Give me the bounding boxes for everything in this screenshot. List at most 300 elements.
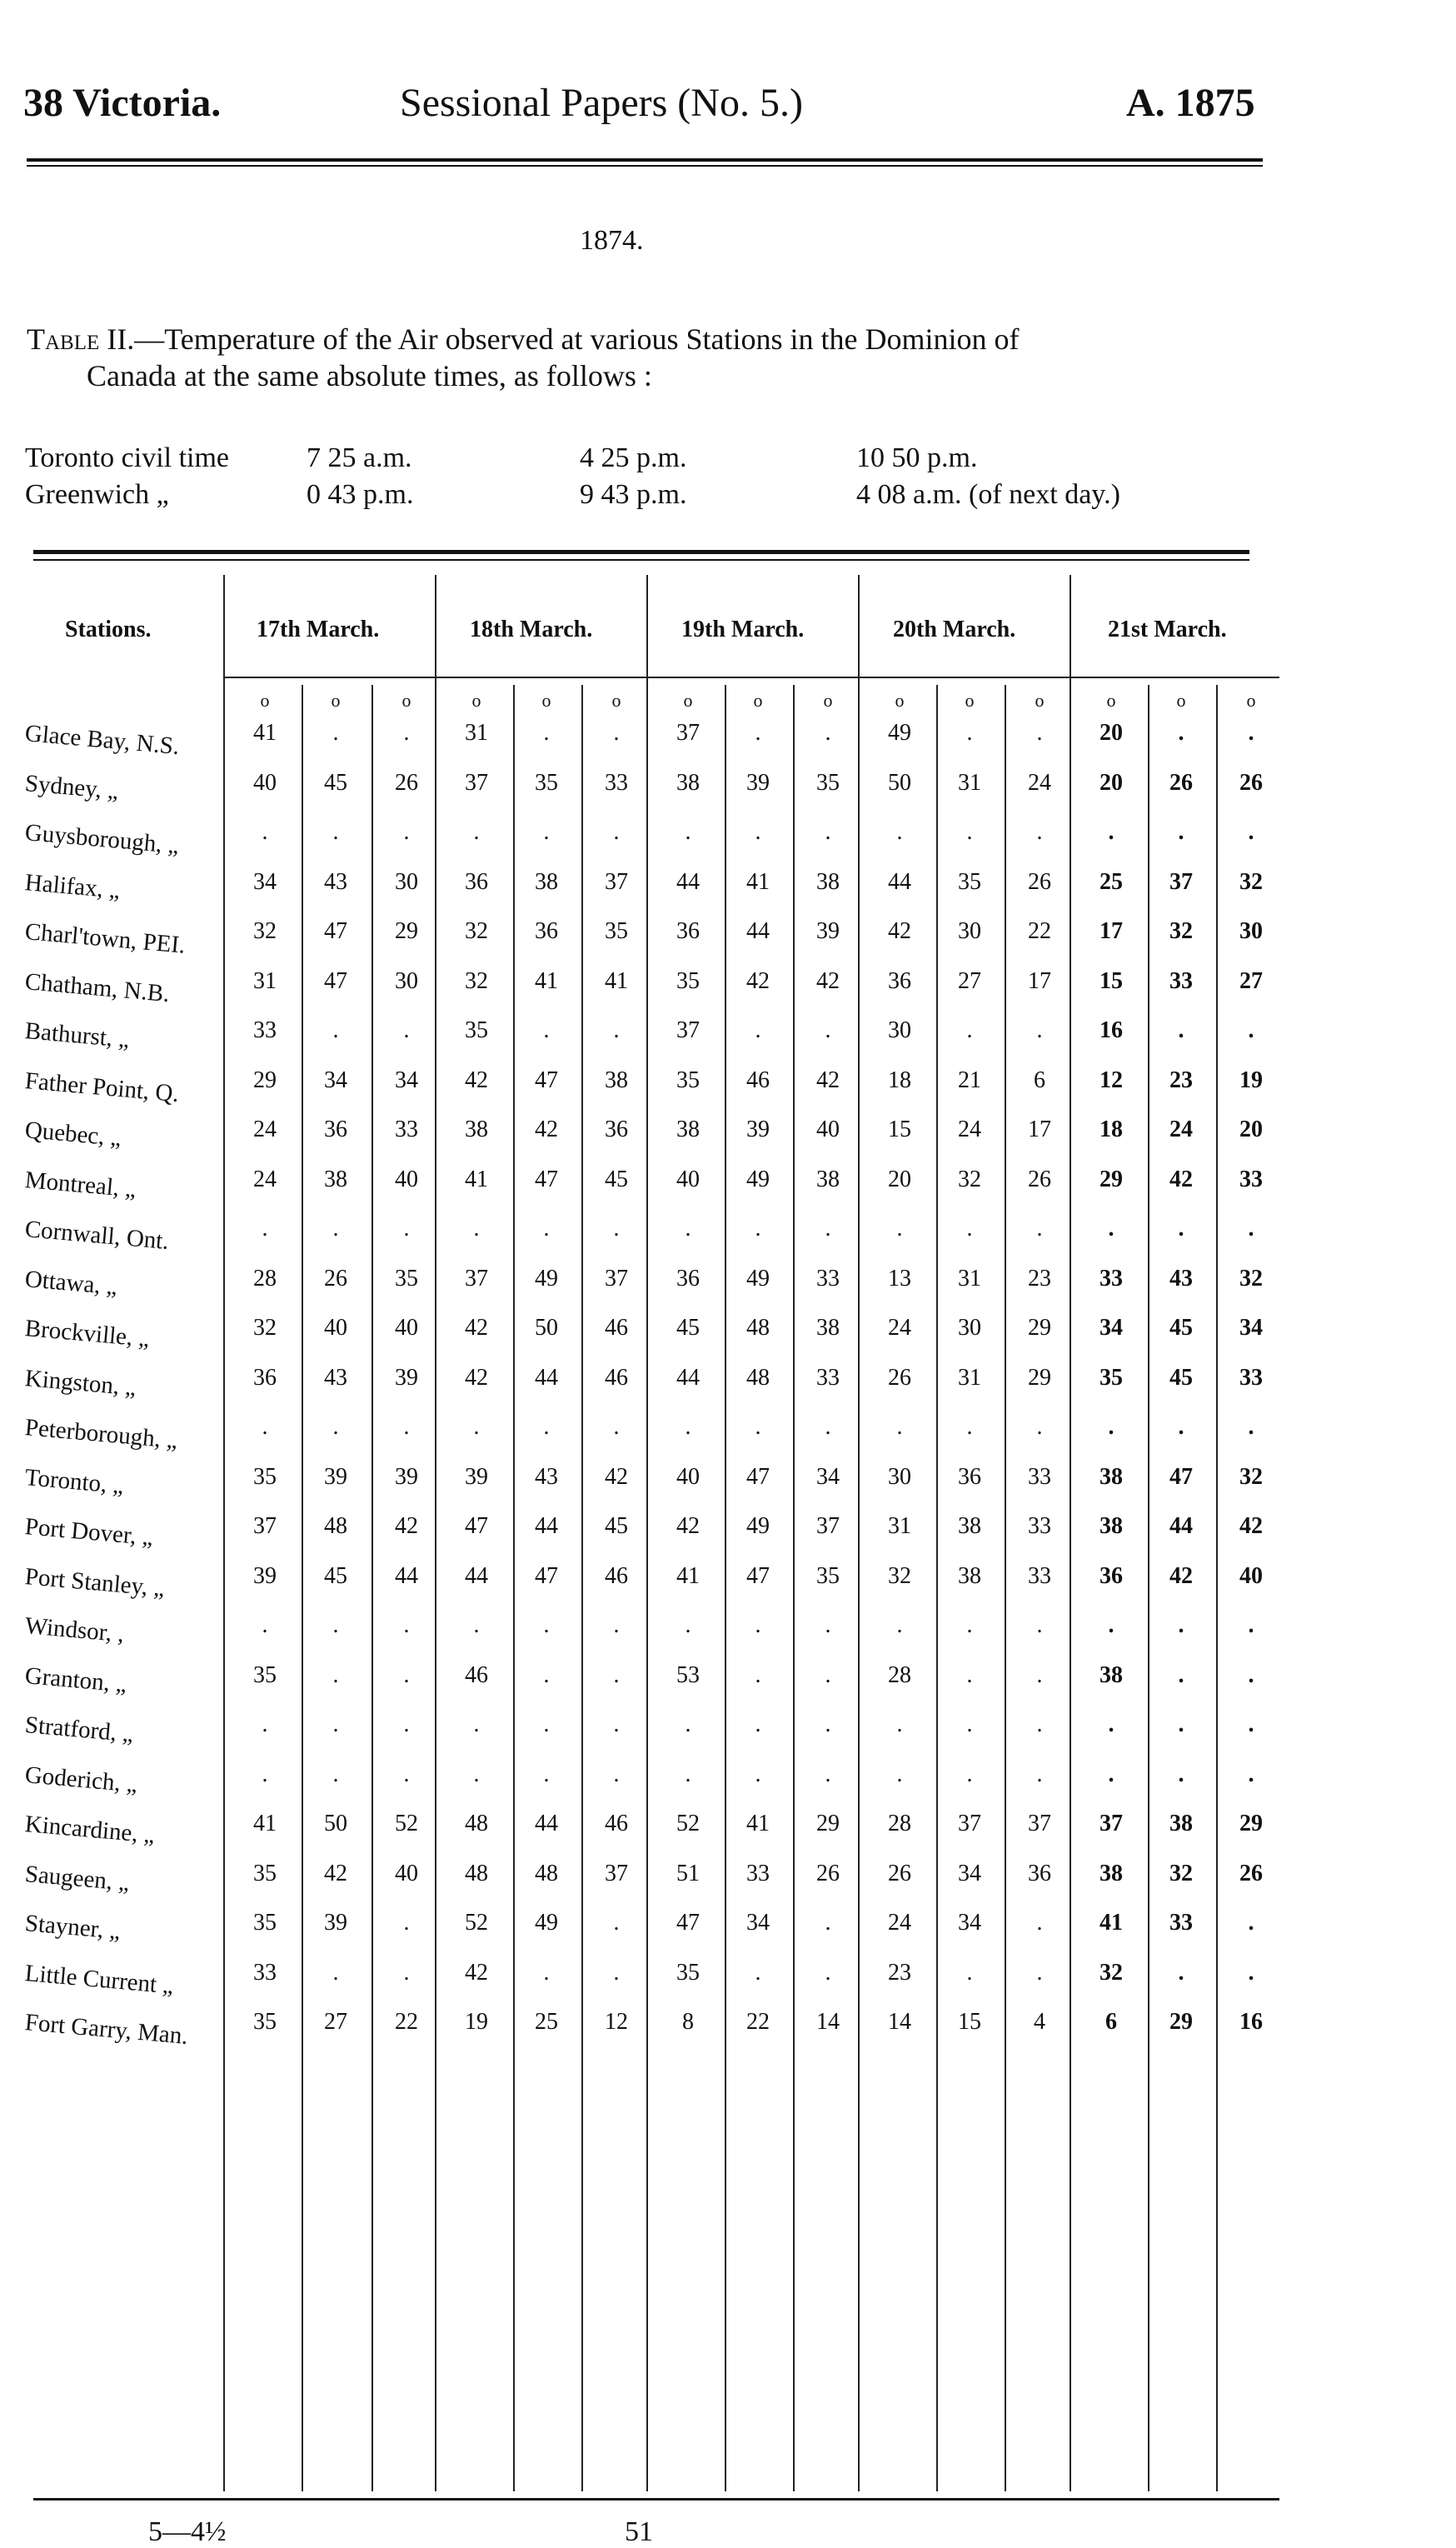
temperature-cell: 40 — [395, 1860, 418, 1886]
temperature-cell: . — [825, 1216, 831, 1242]
station-name: Cornwall, Ont. — [23, 1216, 170, 1256]
table-bottom-rule — [33, 2498, 1279, 2501]
temperature-cell: 29 — [1028, 1364, 1051, 1391]
station-name: Peterborough, „ — [23, 1414, 179, 1454]
temperature-cell: 47 — [676, 1910, 700, 1936]
degree-mark: o — [1246, 690, 1256, 711]
temperature-cell: . — [896, 1761, 903, 1787]
temperature-cell: 43 — [1169, 1265, 1193, 1291]
temperature-cell: . — [473, 1612, 480, 1638]
temperature-cell: . — [613, 1711, 620, 1737]
temperature-cell: 26 — [1239, 1860, 1263, 1886]
temperature-cell: 42 — [1169, 1166, 1193, 1192]
greenwich-time-3: 4 08 a.m. (of next day.) — [856, 479, 1120, 510]
temperature-cell: . — [1248, 1959, 1254, 1986]
temperature-cell: 41 — [676, 1562, 700, 1589]
temperature-cell: 42 — [465, 1315, 488, 1341]
temperature-cell: 24 — [1028, 769, 1051, 796]
temperature-cell: 42 — [816, 1067, 840, 1093]
temperature-cell: 42 — [676, 1513, 700, 1539]
temperature-cell: . — [473, 1414, 480, 1440]
temperature-cell: . — [332, 1661, 339, 1688]
stations-header: Stations. — [65, 617, 152, 642]
temperature-cell: . — [825, 1761, 831, 1787]
temperature-cell: . — [1036, 1910, 1043, 1936]
temperature-cell: . — [613, 1216, 620, 1242]
station-name: Little Current „ — [23, 1959, 175, 2000]
temperature-cell: 27 — [324, 2009, 347, 2035]
temperature-cell: 24 — [888, 1910, 911, 1936]
temperature-cell: . — [613, 1959, 620, 1986]
temperature-cell: 46 — [605, 1562, 628, 1589]
temperature-cell: 35 — [253, 1661, 277, 1688]
station-name: Father Point, Q. — [23, 1067, 181, 1107]
station-name: Fort Garry, Man. — [23, 2009, 189, 2051]
temperature-cell: . — [1108, 1612, 1114, 1638]
temperature-cell: . — [966, 1661, 973, 1688]
header-volume: 38 Victoria. — [23, 81, 222, 125]
temperature-cell: 26 — [1239, 769, 1263, 796]
temperature-cell: . — [966, 1761, 973, 1787]
temperature-cell: . — [1108, 1711, 1114, 1737]
station-name: Chatham, N.B. — [23, 967, 171, 1007]
temperature-cell: 31 — [958, 769, 981, 796]
temperature-cell: . — [1248, 819, 1254, 845]
temperature-cell: . — [755, 1017, 761, 1043]
temperature-cell: . — [755, 819, 761, 845]
temperature-cell: 29 — [1239, 1811, 1263, 1836]
temperature-cell: 42 — [605, 1463, 628, 1490]
temperature-cell: 33 — [253, 1017, 277, 1043]
temperature-cell: 35 — [253, 2009, 277, 2035]
temperature-cell: 35 — [395, 1265, 418, 1291]
table-top-rule — [33, 550, 1249, 554]
temperature-cell: 33 — [1099, 1265, 1123, 1291]
station-name: Bathurst, „ — [23, 1017, 131, 1053]
temperature-cell: 47 — [324, 967, 347, 994]
temperature-cell: 35 — [676, 967, 700, 994]
column-group-divider — [858, 575, 860, 2491]
temperature-cell: 38 — [1169, 1811, 1193, 1836]
temperature-cell: 36 — [958, 1463, 981, 1490]
temperature-cell: . — [685, 1711, 691, 1737]
temperature-cell: 29 — [816, 1811, 840, 1836]
temperature-cell: . — [403, 1612, 410, 1638]
caption-line1: —Temperature of the Air observed at various Stations in the Dominion of — [134, 322, 1020, 356]
degree-mark: o — [965, 690, 975, 711]
temperature-cell: . — [1178, 720, 1184, 746]
temperature-cell: 26 — [1028, 868, 1051, 895]
temperature-cell: . — [1248, 1017, 1254, 1043]
temperature-cell: . — [1248, 1661, 1254, 1688]
temperature-cell: 26 — [888, 1860, 911, 1886]
temperature-cell: . — [332, 1612, 339, 1638]
temperature-cell: . — [966, 1711, 973, 1737]
station-name: Toronto, „ — [23, 1463, 125, 1499]
degree-mark: o — [753, 690, 763, 711]
temperature-cell: . — [1036, 720, 1043, 746]
temperature-cell: 43 — [535, 1463, 558, 1490]
temperature-cell: . — [473, 1216, 480, 1242]
temperature-cell: 29 — [253, 1067, 277, 1093]
temperature-cell: . — [613, 1612, 620, 1638]
temperature-cell: 22 — [746, 2009, 770, 2035]
temperature-cell: . — [403, 1414, 410, 1440]
temperature-cell: 33 — [395, 1117, 418, 1142]
temperature-cell: 36 — [535, 918, 558, 944]
temperature-cell: 28 — [888, 1811, 911, 1836]
temperature-cell: 30 — [395, 868, 418, 895]
degree-mark: o — [895, 690, 905, 711]
temperature-cell: . — [332, 1711, 339, 1737]
temperature-cell: 34 — [253, 868, 277, 895]
temperature-cell: . — [1036, 1661, 1043, 1688]
temperature-cell: . — [613, 1414, 620, 1440]
temperature-cell: 38 — [535, 868, 558, 895]
column-divider — [936, 685, 938, 2491]
report-year: 1874. — [580, 225, 644, 256]
temperature-cell: 47 — [535, 1562, 558, 1589]
temperature-cell: 37 — [676, 720, 700, 746]
temperature-cell: 38 — [958, 1513, 981, 1539]
temperature-cell: 37 — [1028, 1811, 1051, 1836]
temperature-cell: . — [403, 1910, 410, 1936]
station-name: Sydney, „ — [23, 769, 120, 805]
temperature-cell: 6 — [1105, 2009, 1117, 2035]
temperature-cell: 34 — [324, 1067, 347, 1093]
temperature-cell: . — [825, 1612, 831, 1638]
temperature-cell: 16 — [1239, 2009, 1263, 2035]
toronto-time-1: 7 25 a.m. — [307, 442, 412, 473]
temperature-cell: 37 — [465, 769, 488, 796]
temperature-cell: 38 — [958, 1562, 981, 1589]
temperature-cell: . — [1248, 720, 1254, 746]
degree-mark: o — [541, 690, 551, 711]
temperature-cell: 34 — [958, 1910, 981, 1936]
temperature-cell: 36 — [676, 1265, 700, 1291]
temperature-cell: . — [896, 1612, 903, 1638]
temperature-cell: 15 — [888, 1117, 911, 1142]
temperature-cell: 45 — [324, 769, 347, 796]
temperature-cell: 26 — [888, 1364, 911, 1391]
temperature-cell: 45 — [605, 1166, 628, 1192]
temperature-cell: . — [543, 1017, 550, 1043]
temperature-cell: 47 — [465, 1513, 488, 1539]
toronto-time-label: Toronto civil time — [25, 442, 230, 473]
temperature-cell: 40 — [395, 1315, 418, 1341]
temperature-cell: . — [1036, 1761, 1043, 1787]
temperature-cell: 23 — [1028, 1265, 1051, 1291]
temperature-cell: 51 — [676, 1860, 700, 1886]
temperature-cell: 4 — [1034, 2009, 1045, 2035]
temperature-cell: 42 — [324, 1860, 347, 1886]
temperature-cell: . — [262, 1612, 268, 1638]
temperature-cell: . — [613, 1661, 620, 1688]
temperature-cell: . — [1108, 819, 1114, 845]
temperature-cell: 40 — [324, 1315, 347, 1341]
temperature-cell: 44 — [465, 1562, 488, 1589]
temperature-cell: 33 — [1169, 1910, 1193, 1936]
temperature-cell: 37 — [1099, 1811, 1123, 1836]
temperature-cell: 43 — [324, 868, 347, 895]
temperature-cell: 32 — [1169, 1860, 1193, 1886]
temperature-cell: 39 — [253, 1562, 277, 1589]
temperature-cell: 37 — [816, 1513, 840, 1539]
temperature-cell: 34 — [958, 1860, 981, 1886]
greenwich-time-1: 0 43 p.m. — [307, 479, 414, 510]
temperature-cell: 35 — [816, 769, 840, 796]
temperature-cell: . — [755, 1959, 761, 1986]
temperature-cell: . — [685, 1612, 691, 1638]
temperature-cell: . — [543, 819, 550, 845]
temperature-cell: 35 — [253, 1860, 277, 1886]
temperature-cell: 33 — [1169, 967, 1193, 994]
temperature-cell: 46 — [605, 1811, 628, 1836]
temperature-cell: 35 — [816, 1562, 840, 1589]
temperature-cell: 35 — [465, 1017, 488, 1043]
temperature-cell: 18 — [888, 1067, 911, 1093]
temperature-cell: 38 — [816, 868, 840, 895]
column-divider — [371, 685, 373, 2491]
temperature-cell: . — [896, 1216, 903, 1242]
station-name: Charl'town, PEI. — [23, 918, 187, 959]
temperature-cell: 37 — [676, 1017, 700, 1043]
temperature-cell: . — [1178, 1761, 1184, 1787]
degree-mark: o — [471, 690, 481, 711]
station-name: Quebec, „ — [23, 1117, 122, 1152]
station-name: Kingston, „ — [23, 1364, 137, 1401]
temperature-cell: 44 — [535, 1364, 558, 1391]
station-name: Windsor, , — [23, 1612, 126, 1648]
temperature-cell: . — [896, 1414, 903, 1440]
temperature-cell: . — [755, 1711, 761, 1737]
temperature-cell: 22 — [1028, 918, 1051, 944]
temperature-cell: . — [1036, 1959, 1043, 1986]
temperature-cell: 29 — [1099, 1166, 1123, 1192]
temperature-cell: . — [1248, 1711, 1254, 1737]
temperature-cell: . — [1036, 1414, 1043, 1440]
temperature-cell: . — [1036, 1612, 1043, 1638]
degree-mark: o — [683, 690, 693, 711]
temperature-cell: 45 — [1169, 1315, 1193, 1341]
station-name: Montreal, „ — [23, 1166, 137, 1203]
column-divider — [302, 685, 303, 2491]
temperature-cell: . — [332, 1017, 339, 1043]
temperature-cell: 32 — [465, 967, 488, 994]
temperature-cell: 46 — [605, 1364, 628, 1391]
temperature-cell: . — [1178, 1711, 1184, 1737]
temperature-cell: 15 — [958, 2009, 981, 2035]
toronto-time-3: 10 50 p.m. — [856, 442, 978, 473]
temperature-cell: 42 — [395, 1513, 418, 1539]
station-name: Port Stanley, „ — [23, 1562, 166, 1602]
temperature-cell: . — [685, 819, 691, 845]
temperature-cell: . — [1036, 1711, 1043, 1737]
temperature-cell: 17 — [1028, 967, 1051, 994]
temperature-cell: . — [1248, 1761, 1254, 1787]
column-divider — [1216, 685, 1218, 2491]
temperature-cell: 35 — [535, 769, 558, 796]
temperature-cell: 33 — [1239, 1364, 1263, 1391]
column-divider — [1005, 685, 1006, 2491]
temperature-cell: . — [755, 720, 761, 746]
temperature-cell: . — [1178, 819, 1184, 845]
temperature-cell: . — [685, 1414, 691, 1440]
temperature-cell: . — [262, 1711, 268, 1737]
temperature-cell: . — [332, 1761, 339, 1787]
temperature-cell: . — [1178, 1017, 1184, 1043]
temperature-cell: . — [543, 1761, 550, 1787]
temperature-cell: 42 — [1169, 1562, 1193, 1589]
temperature-cell: . — [1036, 1017, 1043, 1043]
temperature-cell: 41 — [535, 967, 558, 994]
temperature-cell: 42 — [888, 918, 911, 944]
temperature-cell: . — [966, 1216, 973, 1242]
temperature-cell: 41 — [746, 868, 770, 895]
temperature-cell: 28 — [888, 1661, 911, 1688]
temperature-cell: 48 — [465, 1811, 488, 1836]
temperature-cell: 36 — [1028, 1860, 1051, 1886]
temperature-cell: . — [403, 819, 410, 845]
temperature-cell: 39 — [746, 769, 770, 796]
temperature-cell: 32 — [253, 918, 277, 944]
temperature-cell: 23 — [888, 1959, 911, 1986]
temperature-cell: 49 — [746, 1166, 770, 1192]
temperature-cell: . — [1108, 1761, 1114, 1787]
temperature-cell: . — [613, 819, 620, 845]
temperature-cell: 50 — [535, 1315, 558, 1341]
temperature-cell: 37 — [1169, 868, 1193, 895]
temperature-cell: 17 — [1028, 1117, 1051, 1142]
temperature-cell: 44 — [676, 1364, 700, 1391]
station-name: Saugeen, „ — [23, 1860, 131, 1896]
temperature-cell: 36 — [465, 868, 488, 895]
temperature-cell: 33 — [816, 1265, 840, 1291]
temperature-cell: 48 — [324, 1513, 347, 1539]
temperature-cell: 46 — [605, 1315, 628, 1341]
temperature-cell: 35 — [1099, 1364, 1123, 1391]
page-number: 51 — [625, 2516, 653, 2547]
temperature-cell: 36 — [888, 967, 911, 994]
temperature-cell: 32 — [958, 1166, 981, 1192]
greenwich-time-label: Greenwich „ — [25, 479, 169, 510]
temperature-cell: 34 — [816, 1463, 840, 1490]
temperature-cell: . — [1178, 1661, 1184, 1688]
temperature-cell: 30 — [958, 918, 981, 944]
temperature-cell: . — [543, 720, 550, 746]
temperature-cell: . — [1036, 819, 1043, 845]
degree-mark: o — [823, 690, 833, 711]
station-name: Halifax, „ — [23, 868, 122, 904]
temperature-cell: 35 — [676, 1067, 700, 1093]
temperature-cell: 23 — [1169, 1067, 1193, 1093]
temperature-cell: 27 — [958, 967, 981, 994]
temperature-cell: 31 — [253, 967, 277, 994]
temperature-cell: . — [262, 1216, 268, 1242]
temperature-cell: 31 — [958, 1265, 981, 1291]
temperature-cell: 31 — [888, 1513, 911, 1539]
temperature-cell: 31 — [465, 720, 488, 746]
temperature-cell: 32 — [888, 1562, 911, 1589]
temperature-cell: 21 — [958, 1067, 981, 1093]
temperature-cell: . — [403, 1761, 410, 1787]
temperature-cell: . — [613, 1910, 620, 1936]
temperature-cell: 32 — [1099, 1959, 1123, 1986]
temperature-cell: 49 — [535, 1910, 558, 1936]
temperature-cell: 47 — [535, 1166, 558, 1192]
temperature-cell: . — [755, 1414, 761, 1440]
temperature-cell: 26 — [324, 1265, 347, 1291]
temperature-cell: 44 — [888, 868, 911, 895]
greenwich-time-2: 9 43 p.m. — [580, 479, 687, 510]
temperature-cell: . — [613, 1017, 620, 1043]
temperature-cell: . — [613, 1761, 620, 1787]
temperature-cell: . — [1178, 1216, 1184, 1242]
temperature-cell: 38 — [676, 769, 700, 796]
temperature-cell: 40 — [676, 1166, 700, 1192]
temperature-cell: 19 — [465, 2009, 488, 2035]
temperature-cell: 36 — [1099, 1562, 1123, 1589]
temperature-cell: 37 — [958, 1811, 981, 1836]
temperature-cell: 30 — [888, 1463, 911, 1490]
temperature-cell: 47 — [1169, 1463, 1193, 1490]
temperature-cell: 38 — [1099, 1661, 1123, 1688]
temperature-cell: 26 — [395, 769, 418, 796]
temperature-cell: . — [1248, 1910, 1254, 1936]
temperature-cell: . — [1108, 1414, 1114, 1440]
temperature-cell: 35 — [676, 1959, 700, 1986]
degree-mark: o — [401, 690, 411, 711]
temperature-cell: 53 — [676, 1661, 700, 1688]
column-divider — [513, 685, 515, 2491]
temperature-cell: 6 — [1034, 1067, 1045, 1093]
temperature-cell: 44 — [535, 1811, 558, 1836]
temperature-cell: 41 — [465, 1166, 488, 1192]
temperature-cell: . — [755, 1761, 761, 1787]
temperature-cell: 40 — [676, 1463, 700, 1490]
temperature-cell: 47 — [746, 1562, 770, 1589]
temperature-cell: . — [755, 1612, 761, 1638]
temperature-cell: 48 — [465, 1860, 488, 1886]
table-label: Table II. — [27, 322, 135, 356]
temperature-cell: . — [403, 720, 410, 746]
station-name: Goderich, „ — [23, 1761, 139, 1798]
temperature-cell: 49 — [535, 1265, 558, 1291]
temperature-cell: . — [966, 1414, 973, 1440]
temperature-cell: 37 — [253, 1513, 277, 1539]
temperature-cell: 38 — [1099, 1463, 1123, 1490]
temperature-cell: 39 — [324, 1463, 347, 1490]
temperature-cell: 24 — [1169, 1117, 1193, 1142]
temperature-cell: . — [1178, 1414, 1184, 1440]
temperature-cell: 49 — [888, 720, 911, 746]
temperature-cell: 8 — [682, 2009, 694, 2035]
temperature-cell: . — [966, 720, 973, 746]
temperature-cell: 24 — [253, 1117, 277, 1142]
station-name: Stayner, „ — [23, 1910, 122, 1945]
degree-mark: o — [260, 690, 270, 711]
temperature-cell: 45 — [1169, 1364, 1193, 1391]
header-year: A. 1875 — [1126, 81, 1255, 125]
temperature-cell: 19 — [1239, 1067, 1263, 1093]
temperature-cell: 40 — [1239, 1562, 1263, 1589]
temperature-cell: . — [403, 1711, 410, 1737]
temperature-cell: 49 — [746, 1265, 770, 1291]
temperature-cell: 39 — [324, 1910, 347, 1936]
temperature-cell: 34 — [1239, 1315, 1263, 1341]
temperature-cell: . — [1178, 1612, 1184, 1638]
temperature-cell: 32 — [253, 1315, 277, 1341]
